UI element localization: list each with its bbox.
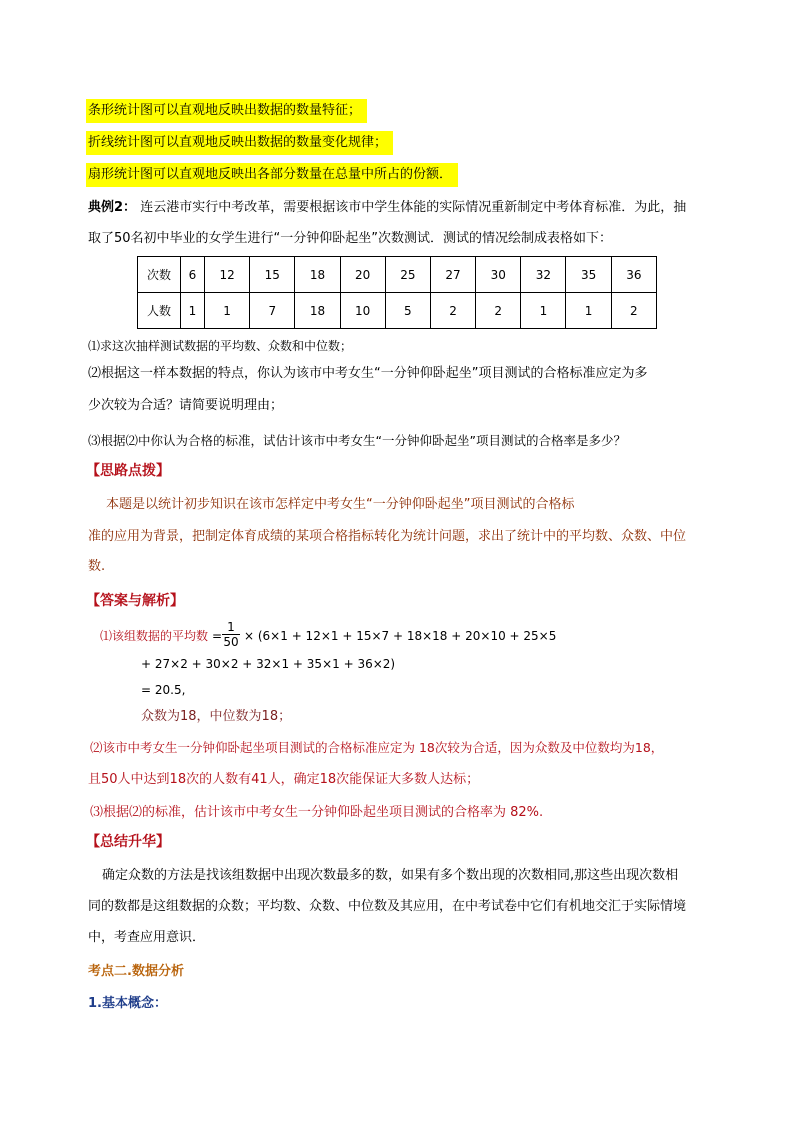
- example-text1: 连云港市实行中考改革，需要根据该市中学生体能的实际情况重新制定中考体育标准．为此，抽: [140, 200, 687, 215]
- table-cell: 1: [181, 293, 205, 329]
- table-cell: 36: [611, 257, 656, 293]
- summary-para1: 确定众数的方法是找该组数据中出现次数最多的数，如果有多个数出现的次数相同,那这些出现次数相: [102, 868, 679, 883]
- table-header-cell: 次数: [138, 257, 181, 293]
- subheading-basic-concepts: 1.基本概念：: [88, 996, 167, 1011]
- table-cell: 32: [521, 257, 566, 293]
- example-line1: [88, 198, 686, 218]
- table-cell: 20: [340, 257, 385, 293]
- highlight-pie-chart-note: 扇形统计图可以直观地反映出各部分数量在总量中所占的份额．: [86, 163, 458, 187]
- question-3: ⑶根据⑵中你认为合格的标准，试估计该市中考女生“一分钟仰卧起坐”项目测试的合格率是多少？: [88, 433, 626, 448]
- table-cell: 7: [250, 293, 295, 329]
- table-cell: 1: [566, 293, 611, 329]
- answer-title: 【答案与解析】: [86, 593, 184, 609]
- question-2-line2: 少次较为合适？请简要说明理由；: [88, 398, 284, 413]
- answer-1-expr3: = 20.5,: [141, 683, 186, 697]
- table-cell: 2: [476, 293, 521, 329]
- table-row: [138, 293, 657, 329]
- table-cell: 10: [340, 293, 385, 329]
- fraction-denominator: 50: [223, 635, 239, 649]
- table-cell: 25: [385, 257, 430, 293]
- summary-para2: 同的数都是这组数据的众数；平均数、众数、中位数及其应用，在中考试卷中它们有机地交汇于实际情境: [88, 899, 687, 914]
- table-cell: 5: [385, 293, 430, 329]
- question-2-line1: ⑵根据这一样本数据的特点，你认为该市中考女生“一分钟仰卧起坐”项目测试的合格标准应定为多: [88, 366, 648, 381]
- answer-1-expr2: + 27×2 + 30×2 + 32×1 + 35×1 + 36×2): [141, 657, 396, 671]
- equals-sign: =: [212, 629, 223, 643]
- hint-title: 【思路点拨】: [86, 463, 170, 479]
- table-header-cell: 人数: [138, 293, 181, 329]
- table-cell: 12: [204, 257, 249, 293]
- table-cell: 30: [476, 257, 521, 293]
- hint-para2: 准的应用为背景，把制定体育成绩的某项合格指标转化为统计问题，求出了统计中的平均数、众数、中位: [88, 529, 687, 544]
- table-cell: 18: [295, 257, 340, 293]
- table-cell: 1: [204, 293, 249, 329]
- table-cell: 27: [430, 257, 475, 293]
- summary-para3: 中，考查应用意识．: [88, 930, 206, 945]
- example-label: 典例2：: [88, 200, 137, 215]
- highlight-line-chart-note: 折线统计图可以直观地反映出数据的数量变化规律；: [86, 131, 393, 155]
- table-cell: 35: [566, 257, 611, 293]
- table-cell: 1: [521, 293, 566, 329]
- answer-2-line1: ⑵该市中考女生一分钟仰卧起坐项目测试的合格标准应定为 18次较为合适，因为众数及中位数均为18，: [90, 740, 664, 755]
- summary-title: 【总结升华】: [86, 834, 170, 850]
- table-cell: 2: [611, 293, 656, 329]
- highlight-bar-chart-note: 条形统计图可以直观地反映出数据的数量特征；: [86, 99, 367, 123]
- hint-para1: 本题是以统计初步知识在该市怎样定中考女生“一分钟仰卧起坐”项目测试的合格标: [106, 497, 575, 512]
- score-table: [137, 256, 657, 329]
- table-cell: 15: [250, 257, 295, 293]
- answer-3: ⑶根据⑵的标准，估计该市中考女生一分钟仰卧起坐项目测试的合格率为 82%.: [90, 805, 544, 820]
- table-cell: 2: [430, 293, 475, 329]
- section-heading-point2: 考点二.数据分析: [88, 964, 184, 979]
- table-cell: 6: [181, 257, 205, 293]
- table-cell: 18: [295, 293, 340, 329]
- fraction-one-fiftieth: [222, 620, 240, 649]
- table-row: [138, 257, 657, 293]
- hint-para3: 数.: [88, 559, 106, 574]
- example-line2: 取了50名初中毕业的女学生进行“一分钟仰卧起坐”次数测试．测试的情况绘制成表格如下：: [88, 231, 613, 246]
- answer-2-line2: 且50人中达到18次的人数有41人，确定18次能保证大多数人达标；: [88, 772, 480, 787]
- answer-1-expr1: × (6×1 + 12×1 + 15×7 + 18×18 + 20×10 + 25×5: [244, 629, 557, 643]
- fraction-numerator: 1: [222, 620, 240, 635]
- answer-1-label: ⑴该组数据的平均数: [100, 629, 209, 643]
- answer-1-mode-median: 众数为18，中位数为18；: [141, 709, 292, 724]
- question-1: ⑴求这次抽样测试数据的平均数、众数和中位数；: [88, 339, 353, 353]
